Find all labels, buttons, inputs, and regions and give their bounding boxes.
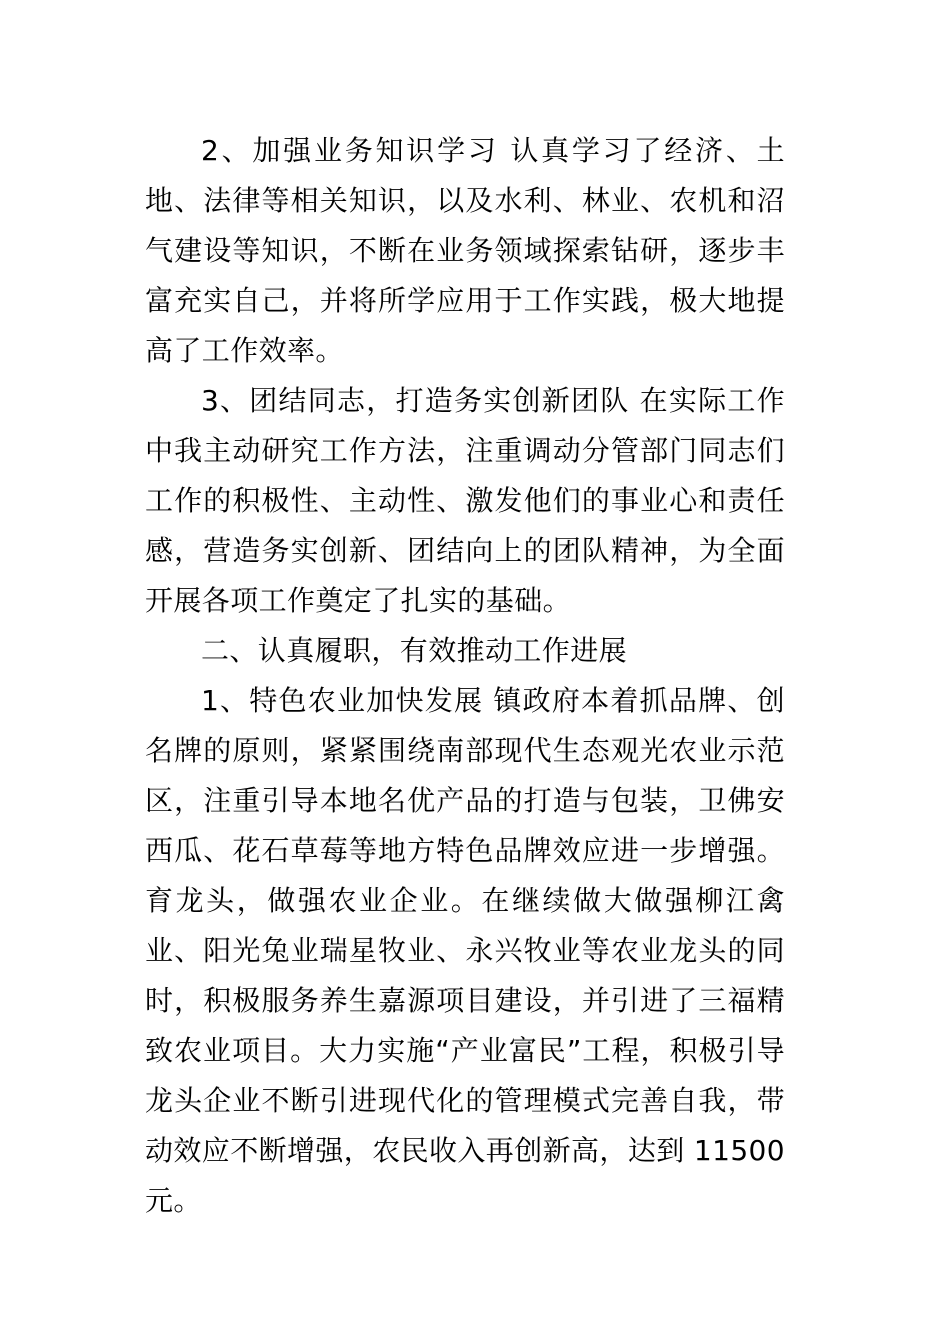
- paragraph-team-building: 3、团结同志，打造务实创新团队 在实际工作中我主动研究工作方法，注重调动分管部门同志们工作的积极性、主动性、激发他们的事业心和责任感，营造务实创新、团结向上的团队精神，为全面开展各项工作奠定了扎实的基础。: [145, 384, 785, 617]
- section-heading: 二、认真履职，有效推动工作进展: [201, 634, 628, 667]
- document-body: [145, 126, 785, 1226]
- paragraph-agriculture: 1、特色农业加快发展 镇政府本着抓品牌、创名牌的原则，紧紧围绕南部现代生态观光农业示范区，注重引导本地名优产品的打造与包装，卫佛安西瓜、花石草莓等地方特色品牌效应进一步增强。育龙头，做强农业企业。在继续做大做强柳江禽业、阳光兔业瑞星牧业、永兴牧业等农业龙头的同时，积极服务养生嘉源项目建设，并引进了三福精致农业项目。大力实施“产业富民”工程，积极引导龙头企业不断引进现代化的管理模式完善自我，带动效应不断增强，农民收入再创新高，达到 11500 元。: [145, 684, 785, 1217]
- paragraph-business-knowledge: 2、加强业务知识学习 认真学习了经济、土地、法律等相关知识，以及水利、林业、农机和沼气建设等知识，不断在业务领域探索钻研，逐步丰富充实自己，并将所学应用于工作实践，极大地提高了工作效率。: [145, 134, 785, 367]
